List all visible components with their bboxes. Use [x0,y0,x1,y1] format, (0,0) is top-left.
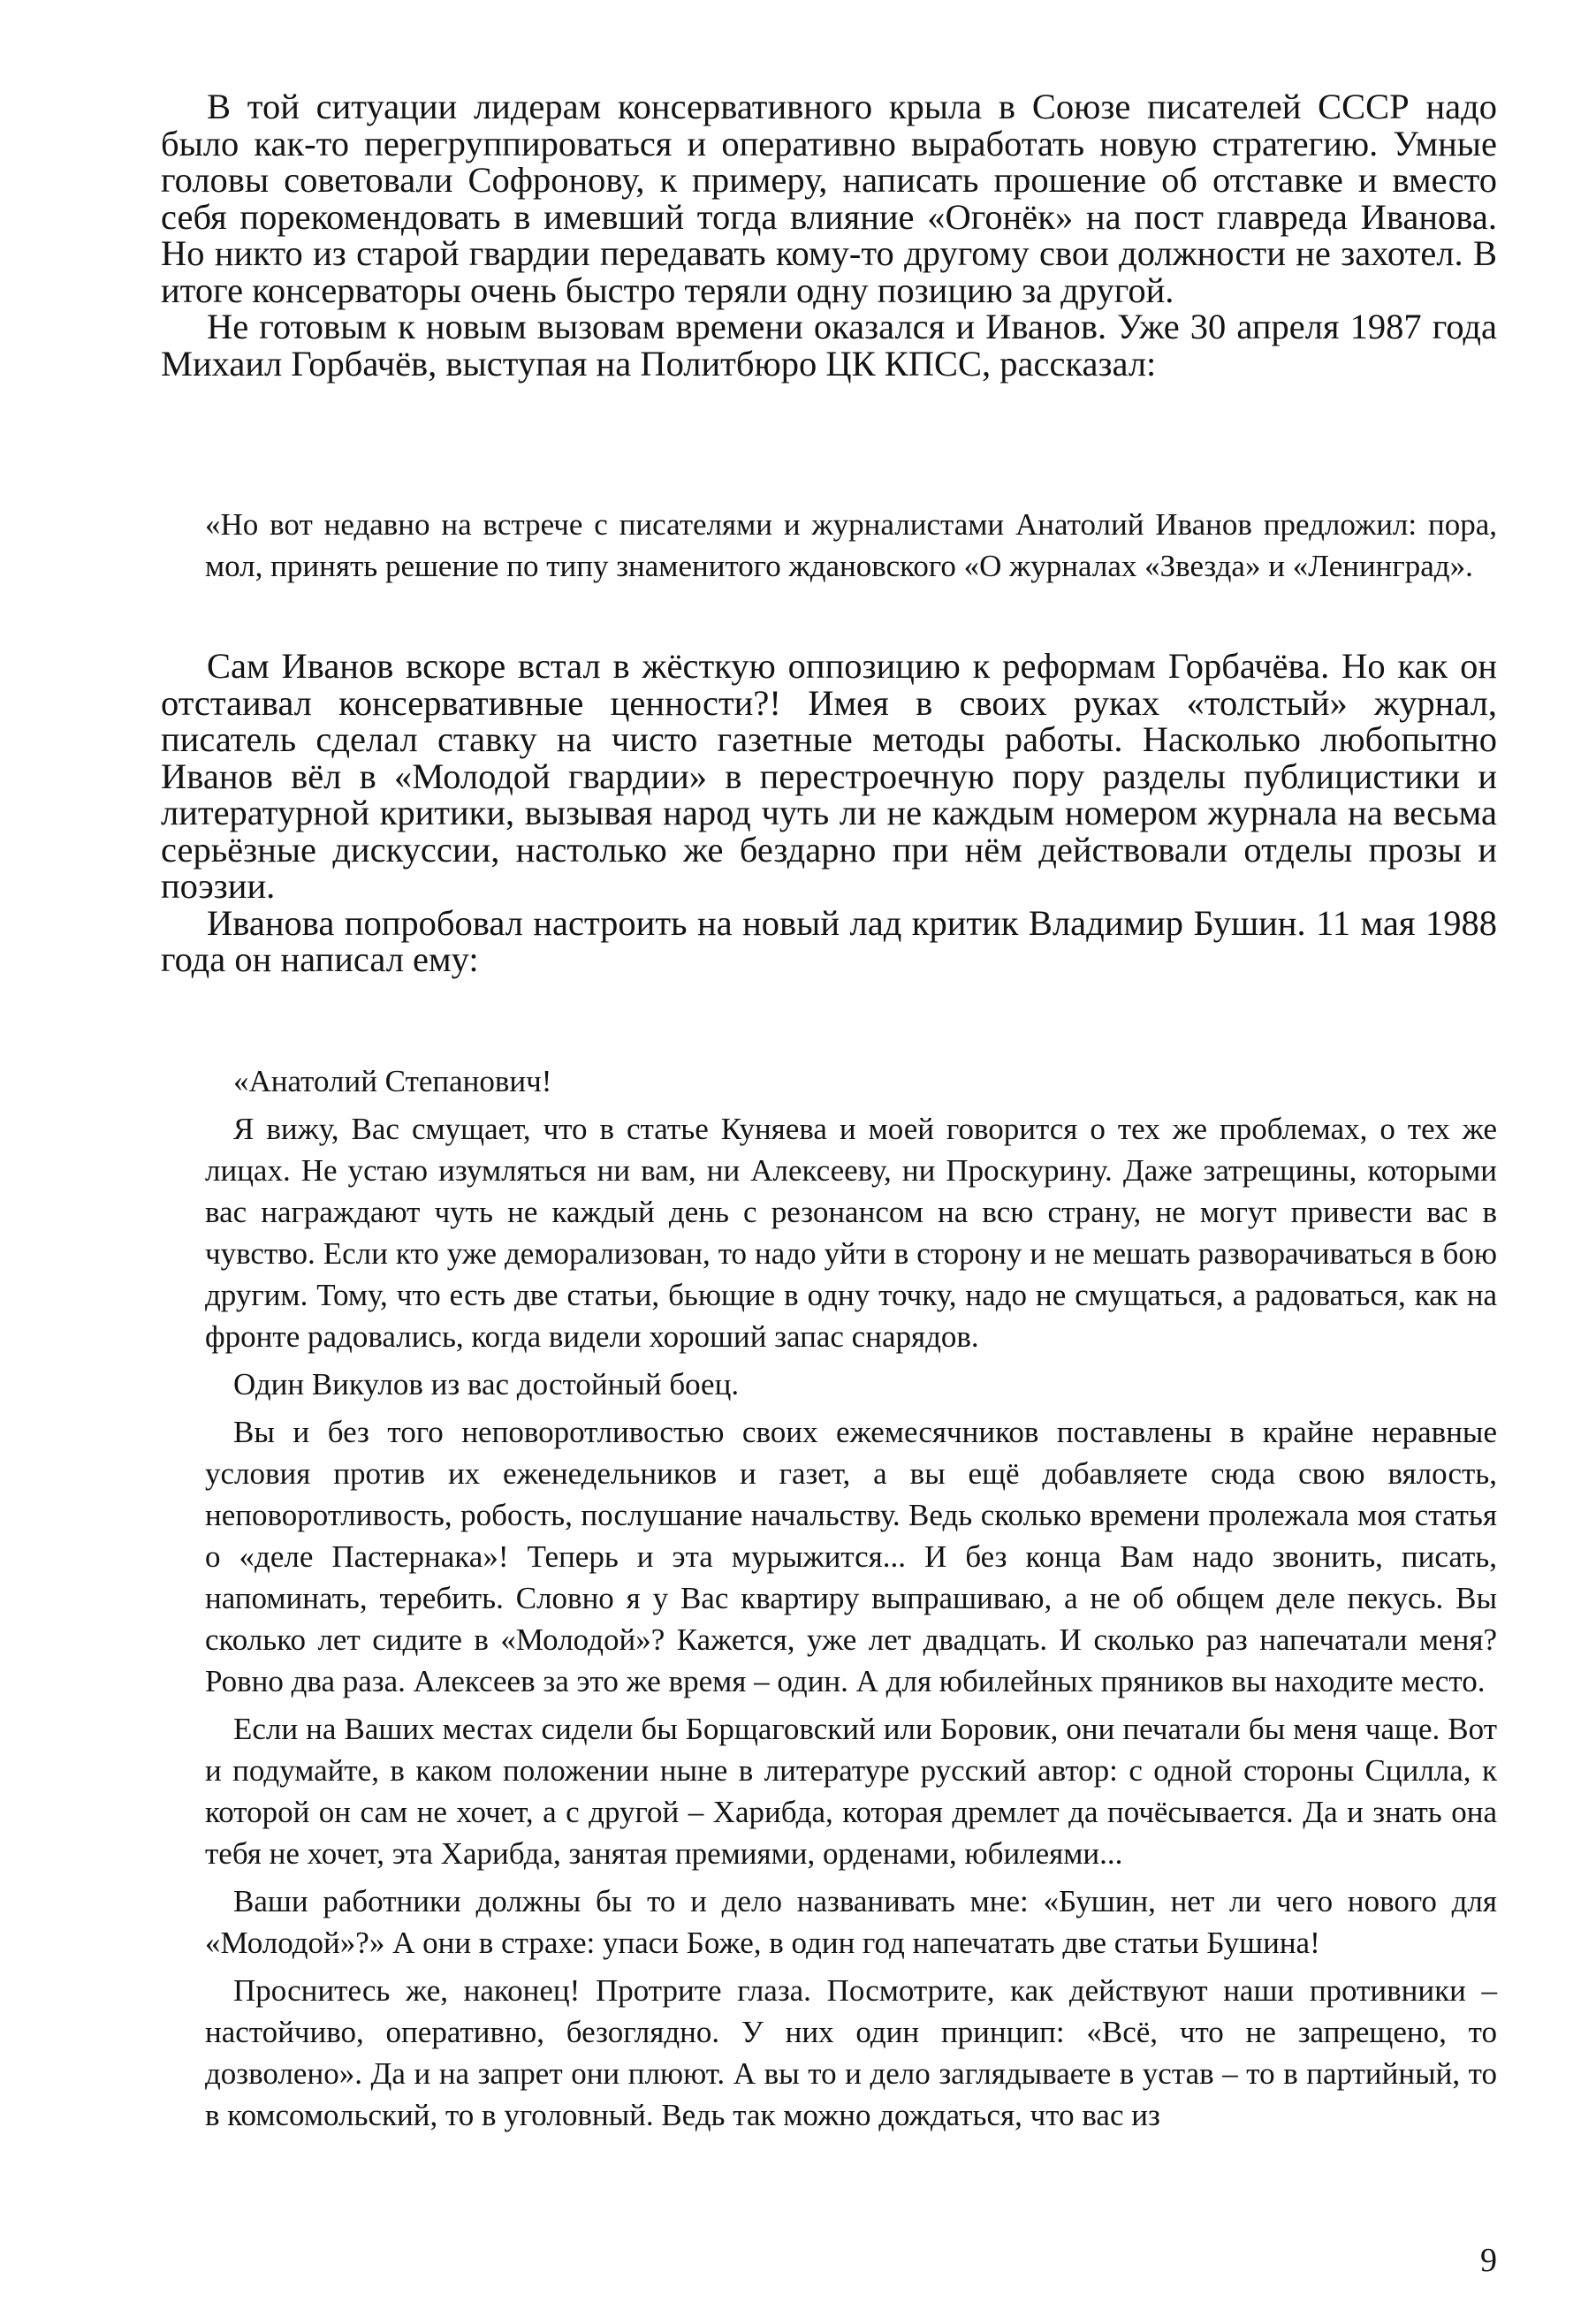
letter-paragraph-5: Ваши работники должны бы то и дело названивать мне: «Бушин, нет ли чего нового для «Молодой»?» А они в страхе: упаси Боже, в один год напечатать две статьи Бушина! [205,1884,1497,1960]
paragraph-3: Сам Иванов вскоре встал в жёсткую оппозицию к реформам Горбачёва. Но как он отстаивал консервативные ценности?! Имея в своих руках «толстый» журнал, писатель сделал ставку на чисто газетные методы работы. Насколько любопытно Иванов вёл в «Молодой гвардии» в перестроечную пору разделы публицистики и литературной критики, вызывая народ чуть ли не каждым номером журнала на весьма серьёзные дискуссии, настолько же бездарно при нём действовали отделы прозы и поэзии. [161,646,1497,906]
letter-paragraph-6: Проснитесь же, наконец! Протрите глаза. Посмотрите, как действуют наши противники – настойчиво, оперативно, безоглядно. У них один принцип: «Всё, что не запрещено, то дозволено». Да и на запрет они плюют. А вы то и дело заглядываете в устав – то в партийный, то в комсомольский, то в уголовный. Ведь так можно дождаться, что вас из [205,1973,1497,2132]
letter-paragraph-3: Вы и без того неповоротливостью своих ежемесячников поставлены в крайне неравные условия против их еженедельников и газет, а вы ещё добавляете сюда свою вялость, неповоротливость, робость, послушание начальству. Ведь сколько времени пролежала моя статья о «деле Пастернака»! Теперь и эта мурыжится... И без конца Вам надо звонить, писать, напоминать, теребить. Словно я у Вас квартиру выпрашиваю, а не об общем деле пекусь. Вы сколько лет сидите в «Молодой»? Кажется, уже лет двадцать. И сколько раз напечатали меня? Ровно два раза. Алексеев за это же время – один. А для юбилейных пряников вы находите место. [205,1415,1497,1698]
quotation-text: «Но вот недавно на встрече с писателями и журналистами Анатолий Иванов предложил: пора, мол, принять решение по типу знаменитого ждановского «О журналах «Звезда» и «Ленинград». [205,507,1497,583]
paragraph-1: В той ситуации лидерам консервативного крыла в Союзе писателей СССР надо было как-то перегруппироваться и оперативно выработать новую стратегию. Умные головы советовали Софронову, к примеру, написать прошение об отставке и вместо себя порекомендовать в имевший тогда влияние «Огонёк» на пост главреда Иванова. Но никто из старой гвардии передавать кому-то другому свои должности не захотел. В итоге консерваторы очень быстро теряли одну позицию за другой. [161,87,1497,310]
page-number: 9 [1480,2242,1497,2279]
paragraph-2: Не готовым к новым вызовам времени оказался и Иванов. Уже 30 апреля 1987 года Михаил Горбачёв, выступая на Политбюро ЦК КПСС, рассказал: [161,307,1497,384]
letter-paragraph-4: Если на Ваших местах сидели бы Борщаговский или Боровик, они печатали бы меня чаще. Вот и подумайте, в каком положении ныне в литературе русский автор: с одной стороны Сцилла, к которой он сам не хочет, а с другой – Харибда, которая дремлет да почёсывается. Да и знать она тебя не хочет, эта Харибда, занятая премиями, орденами, юбилеями... [205,1712,1497,1871]
body-text-middle [161,648,1497,978]
quotation-block [205,504,1497,587]
letter-paragraph-1: Я вижу, Вас смущает, что в статье Куняева и моей говорится о тех же проблемах, о тех же лицах. Не устаю изумляться ни вам, ни Алексееву, ни Проскурину. Даже затрещины, которыми вас награждают чуть не каждый день с резонансом на всю страну, не могут привести вас в чувство. Если кто уже деморализован, то надо уйти в сторону и не мешать разворачиваться в бою другим. Тому, что есть две статьи, бьющие в одну точку, надо не смущаться, а радоваться, как на фронте радовались, когда видели хороший запас снарядов. [205,1112,1497,1354]
letter-paragraph-2: Один Викулов из вас достойный боец. [233,1367,740,1402]
letter-salutation: «Анатолий Степанович! [233,1064,552,1098]
body-text-top [161,88,1497,382]
letter-block [205,1060,1497,2142]
paragraph-4: Иванова попробовал настроить на новый лад критик Владимир Бушин. 11 мая 1988 года он написал ему: [161,902,1497,979]
